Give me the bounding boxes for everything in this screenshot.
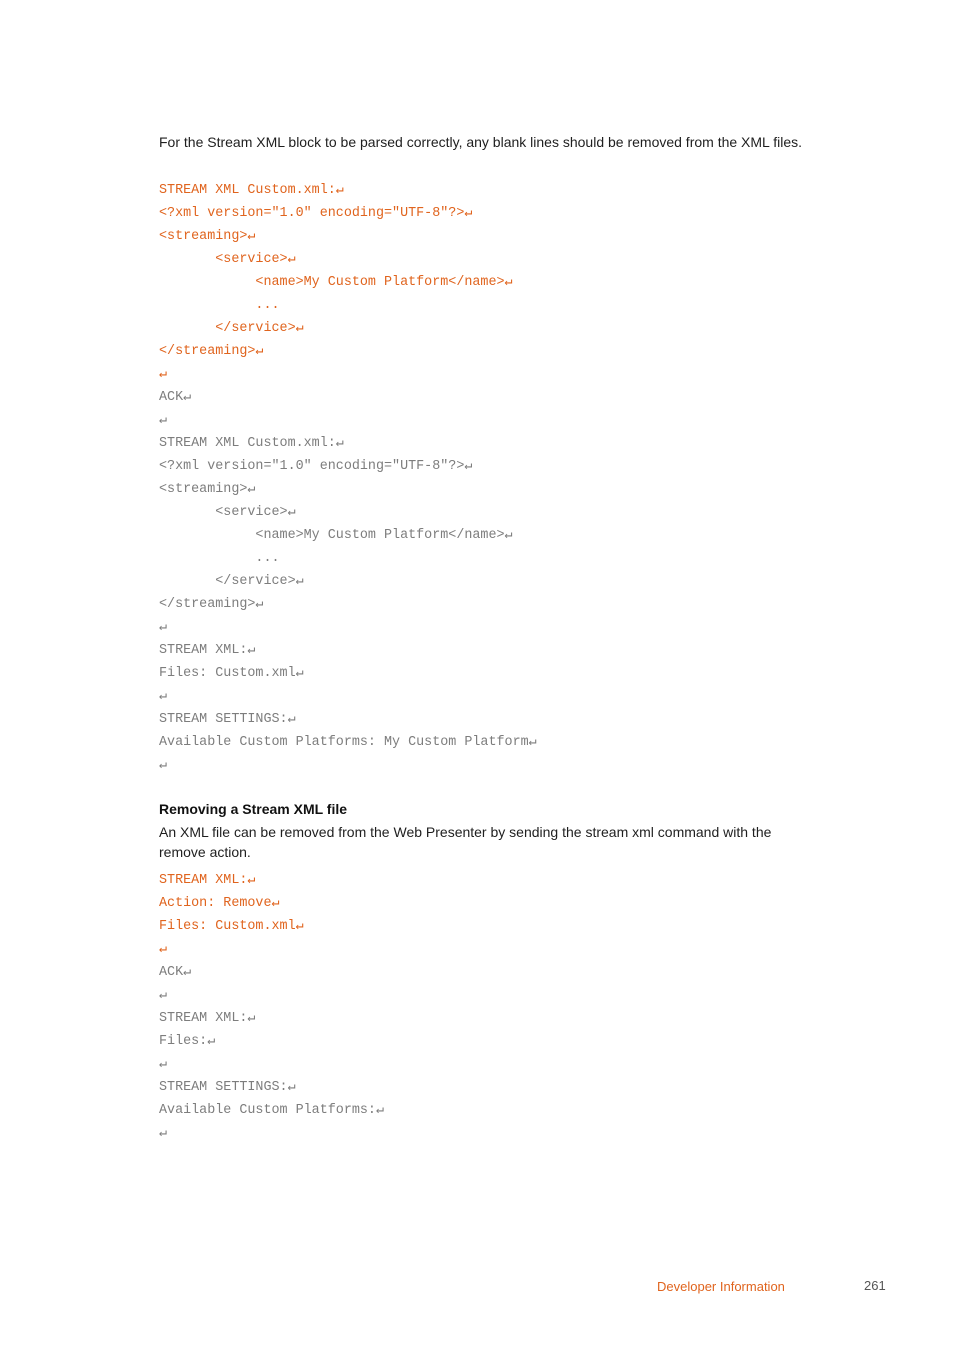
code-line: ↵ [159, 689, 168, 704]
code-line: ↵ [159, 942, 168, 957]
code-line: ... [159, 298, 280, 313]
code-line: <?xml version="1.0" encoding="UTF-8"?>↵ [159, 206, 473, 221]
code-line: <name>My Custom Platform</name>↵ [159, 275, 513, 290]
code-block-remove-response [159, 961, 384, 1145]
code-line: </service>↵ [159, 321, 304, 336]
code-line: ACK↵ [159, 390, 192, 405]
code-line: Available Custom Platforms: My Custom Platform↵ [159, 735, 537, 750]
code-line: Available Custom Platforms:↵ [159, 1103, 385, 1118]
code-line: ↵ [159, 758, 168, 773]
code-line: </streaming>↵ [159, 597, 264, 612]
code-line: ↵ [159, 367, 168, 382]
code-line: Files: Custom.xml↵ [159, 919, 304, 934]
code-line: Files:↵ [159, 1034, 216, 1049]
code-line: Action: Remove↵ [159, 896, 280, 911]
code-line: <streaming>↵ [159, 229, 256, 244]
code-line: STREAM XML Custom.xml:↵ [159, 436, 344, 451]
code-line: <name>My Custom Platform</name>↵ [159, 528, 513, 543]
footer-section-label: Developer Information [657, 1279, 785, 1294]
code-line: STREAM XML:↵ [159, 1011, 256, 1026]
code-line: STREAM XML:↵ [159, 873, 256, 888]
code-line: ↵ [159, 988, 168, 1003]
code-line: <streaming>↵ [159, 482, 256, 497]
code-block-sent [159, 179, 513, 386]
code-line: ↵ [159, 1126, 168, 1141]
code-line: <service>↵ [159, 505, 296, 520]
code-line: ↵ [159, 1057, 168, 1072]
code-line: ACK↵ [159, 965, 192, 980]
code-line: </service>↵ [159, 574, 304, 589]
code-line: STREAM XML:↵ [159, 643, 256, 658]
code-line: ... [159, 551, 280, 566]
code-line: STREAM SETTINGS:↵ [159, 1080, 296, 1095]
code-line: ↵ [159, 620, 168, 635]
code-line: Files: Custom.xml↵ [159, 666, 304, 681]
section-paragraph: An XML file can be removed from the Web Presenter by sending the stream xml command with the remove action. [159, 824, 772, 860]
code-line: <service>↵ [159, 252, 296, 267]
code-line: </streaming>↵ [159, 344, 264, 359]
code-line: <?xml version="1.0" encoding="UTF-8"?>↵ [159, 459, 473, 474]
page-number: 261 [864, 1278, 886, 1293]
code-line: ↵ [159, 413, 168, 428]
section-heading: Removing a Stream XML file [159, 801, 348, 817]
code-line: STREAM SETTINGS:↵ [159, 712, 296, 727]
intro-paragraph: For the Stream XML block to be parsed correctly, any blank lines should be removed from the XML files. [159, 134, 802, 150]
code-line: STREAM XML Custom.xml:↵ [159, 183, 344, 198]
code-block-remove-sent [159, 869, 304, 961]
code-block-response [159, 386, 537, 777]
